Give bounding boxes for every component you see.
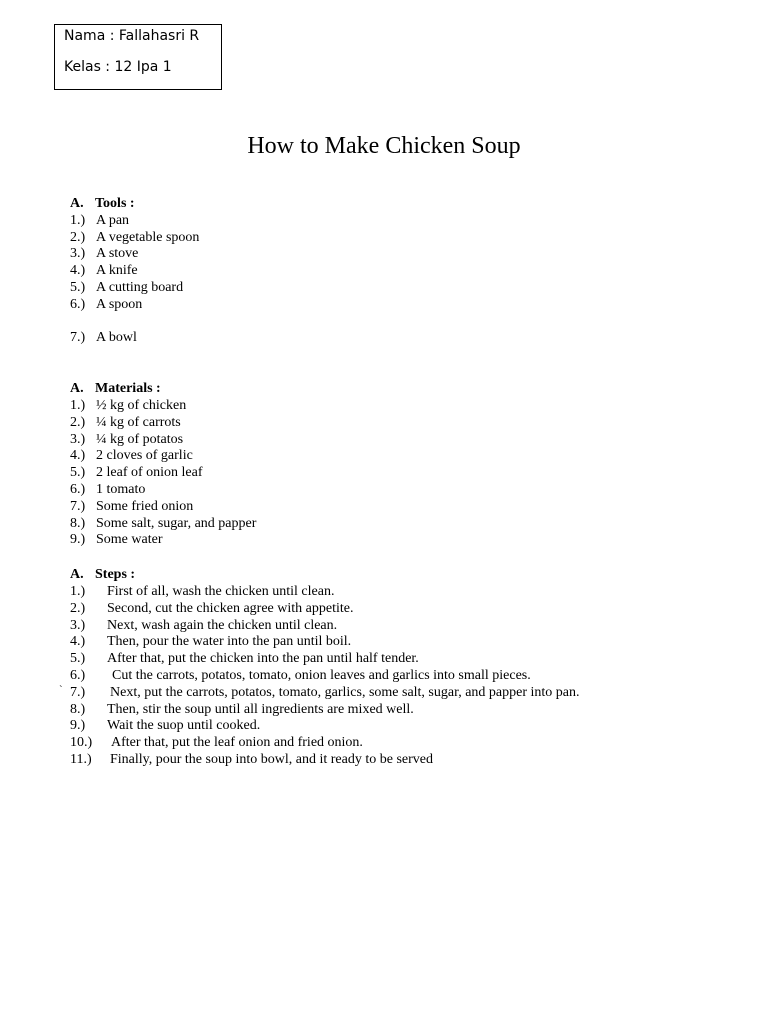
tool-item-number: 4.) [70,263,86,278]
tool-item-text: A pan [96,213,130,228]
tool-item-text: A knife [96,263,138,278]
tool-item-number: 2.) [70,230,86,245]
step-item-number: 6.) [70,668,86,683]
tool-item [70,213,129,229]
step-item-number: 11.) [70,752,92,767]
tool-item-text: A stove [96,246,139,261]
material-item-text: 2 leaf of onion leaf [96,465,203,480]
material-item-number: 3.) [70,432,86,447]
tool-item [70,230,199,246]
materials-heading-text: Materials : [95,381,161,396]
tool-item-number: 3.) [70,246,86,261]
material-item [70,398,186,414]
material-item [70,499,193,515]
stray-mark: ` [59,684,63,696]
material-item-text: Some fried onion [96,499,194,514]
material-item-number: 5.) [70,465,86,480]
material-item-number: 4.) [70,448,86,463]
tool-item [70,263,138,279]
step-item-number: 1.) [70,584,86,599]
step-item-number: 3.) [70,618,86,633]
material-item [70,532,162,548]
student-info-box [54,24,222,90]
material-item-number: 8.) [70,516,86,531]
material-item [70,465,203,481]
step-item-number: 9.) [70,718,86,733]
step-item [70,618,337,634]
material-item [70,516,256,532]
material-item-text: ¼ kg of potatos [96,432,184,447]
materials-heading [70,381,161,397]
material-item-number: 7.) [70,499,86,514]
material-item-text: ½ kg of chicken [96,398,187,413]
material-item [70,482,145,498]
step-item [70,752,433,768]
tool-item-number: 5.) [70,280,86,295]
material-item-text: 1 tomato [96,482,146,497]
material-item [70,432,183,448]
student-class: Kelas : 12 Ipa 1 [64,59,172,75]
step-item-text: First of all, wash the chicken until clean. [107,584,335,599]
step-item [70,584,334,600]
step-item-text: After that, put the chicken into the pan until half tender. [107,651,419,666]
step-item [70,718,260,734]
step-item-text: Next, put the carrots, potatos, tomato, garlics, some salt, sugar, and papper into pan. [110,685,580,700]
step-item-number: 10.) [70,735,93,750]
step-item-number: 2.) [70,601,86,616]
material-item [70,448,193,464]
tools-heading [70,196,135,212]
tool-item-text: A cutting board [96,280,184,295]
step-item [70,702,414,718]
tool-item-text: A vegetable spoon [96,230,200,245]
tool-item [70,246,138,262]
step-item-number: 8.) [70,702,86,717]
student-name: Nama : Fallahasri R [64,28,200,44]
steps-heading-text: Steps : [95,567,136,582]
step-item [70,651,419,667]
steps-heading [70,567,135,583]
step-item [70,601,353,617]
material-item [70,415,181,431]
step-item-text: Then, stir the soup until all ingredients are mixed well. [107,702,414,717]
step-item-text: Then, pour the water into the pan until boil. [107,634,352,649]
tool-item-text: A bowl [96,330,137,345]
material-item-text: Some salt, sugar, and papper [96,516,257,531]
step-item [70,735,363,751]
step-item [70,668,531,684]
tool-item [70,280,183,296]
material-item-text: Some water [96,532,163,547]
material-item-number: 6.) [70,482,86,497]
tool-item-text: A spoon [96,297,143,312]
step-item [70,634,351,650]
steps-heading-letter: A. [70,567,84,582]
materials-heading-letter: A. [70,381,84,396]
step-item-text: Finally, pour the soup into bowl, and it ready to be served [110,752,433,767]
material-item-text: 2 cloves of garlic [96,448,193,463]
step-item-text: Cut the carrots, potatos, tomato, onion leaves and garlics into small pieces. [112,668,531,683]
tools-heading-text: Tools : [95,196,135,211]
step-item-text: Wait the suop until cooked. [107,718,261,733]
material-item-number: 1.) [70,398,86,413]
tool-item-number: 7.) [70,330,86,345]
material-item-number: 2.) [70,415,86,430]
tool-item [70,330,137,346]
material-item-text: ¼ kg of carrots [96,415,181,430]
tools-heading-letter: A. [70,196,84,211]
tool-item-number: 1.) [70,213,86,228]
page-title: How to Make Chicken Soup [247,133,521,159]
tool-item-number: 6.) [70,297,86,312]
step-item-number: 7.) [70,685,86,700]
step-item-number: 4.) [70,634,86,649]
step-item-text: Second, cut the chicken agree with appetite. [107,601,354,616]
material-item-number: 9.) [70,532,86,547]
step-item-text: Next, wash again the chicken until clean. [107,618,338,633]
step-item-text: After that, put the leaf onion and fried onion. [111,735,363,750]
step-item [70,685,580,701]
tool-item [70,297,142,313]
step-item-number: 5.) [70,651,86,666]
